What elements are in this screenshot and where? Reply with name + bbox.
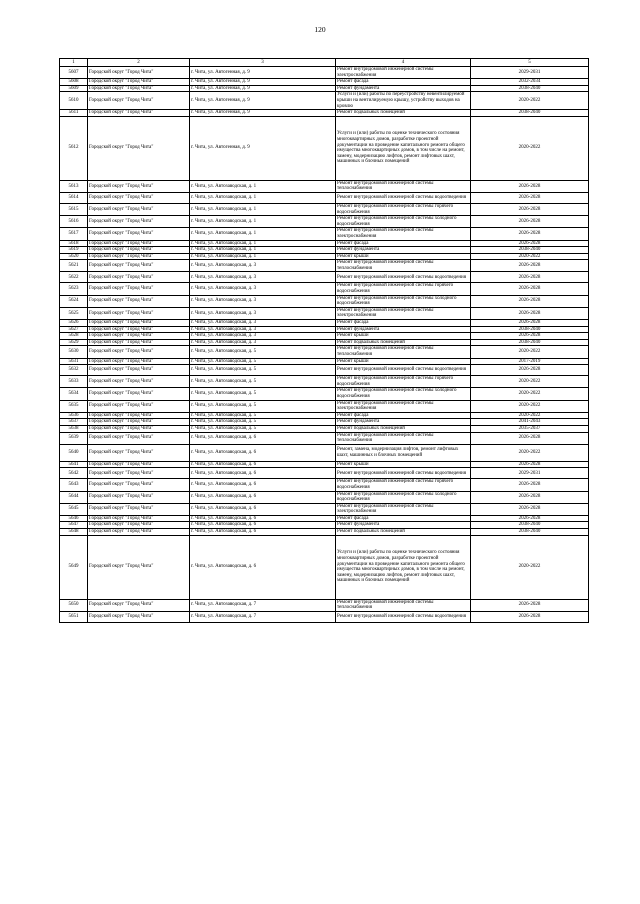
row-number: 5649 [60,535,88,599]
municipality-cell: Городской округ "Город Чита" [88,444,190,461]
work-type-cell: Ремонт внутридомовой инженерной системы водоотведения [336,468,471,479]
address-cell: г. Чита, ул. Автозаводская, д. 6 [190,479,336,491]
municipality-cell: Городской округ "Город Чита" [88,522,190,529]
row-number: 5650 [60,599,88,611]
municipality-cell: Городской округ "Город Чита" [88,272,190,283]
municipality-cell: Городской округ "Город Чита" [88,491,190,503]
work-type-cell: Ремонт, замена, модернизация лифтов, ремонт лифтовых шахт, машинных и блочных помещений [336,444,471,461]
row-number: 5626 [60,320,88,327]
table-row [60,376,589,388]
period-cell: 2041-2043 [471,419,589,426]
period-cell: 2020-2022 [471,400,589,412]
period-cell: 2026-2028 [471,216,589,228]
table-row [60,79,589,86]
address-cell: г. Чита, ул. Автозаводская, д. 6 [190,529,336,536]
period-cell: 2026-2028 [471,283,589,295]
column-header: 5 [471,59,589,67]
address-cell: г. Чита, ул. Автогенная, д. 9 [190,116,336,180]
period-cell: 2026-2028 [471,461,589,468]
table-row [60,503,589,515]
table-row [60,412,589,419]
work-type-cell: Ремонт внутридомовой инженерной системы горячего водоснабжения [336,376,471,388]
table-row [60,444,589,461]
municipality-cell: Городской округ "Город Чита" [88,611,190,622]
address-cell: г. Чита, ул. Автозаводская, д. 6 [190,468,336,479]
period-cell: 2026-2028 [471,228,589,240]
address-cell: г. Чита, ул. Автозаводская, д. 6 [190,535,336,599]
row-number: 5638 [60,425,88,432]
address-cell: г. Чита, ул. Автозаводская, д. 5 [190,425,336,432]
period-cell: 2038-2040 [471,326,589,333]
work-type-cell: Ремонт внутридомовой инженерной системы горячего водоснабжения [336,283,471,295]
row-number: 5609 [60,85,88,92]
period-cell: 2026-2028 [471,515,589,522]
period-cell: 2026-2028 [471,240,589,247]
row-number: 5635 [60,400,88,412]
table-row [60,461,589,468]
period-cell: 2026-2028 [471,295,589,307]
address-cell: г. Чита, ул. Автогенная, д. 9 [190,110,336,117]
table-row [60,110,589,117]
address-cell: г. Чита, ул. Автозаводская, д. 6 [190,432,336,444]
work-type-cell: Ремонт внутридомовой инженерной системы холодного водоснабжения [336,216,471,228]
period-cell: 2038-2040 [471,85,589,92]
row-number: 5612 [60,116,88,180]
municipality-cell: Городской округ "Город Чита" [88,203,190,215]
municipality-cell: Городской округ "Город Чита" [88,358,190,365]
table-row [60,479,589,491]
table-row [60,339,589,346]
row-number: 5613 [60,180,88,192]
period-cell: 2029-2031 [471,468,589,479]
table-row [60,400,589,412]
row-number: 5617 [60,228,88,240]
work-type-cell: Ремонт фасада [336,240,471,247]
table-row [60,203,589,215]
row-number: 5610 [60,92,88,110]
work-type-cell: Ремонт крыши [336,253,471,260]
address-cell: г. Чита, ул. Автозаводская, д. 6 [190,503,336,515]
address-cell: г. Чита, ул. Автозаводская, д. 1 [190,240,336,247]
work-type-cell: Ремонт фундамента [336,419,471,426]
period-cell: 2026-2028 [471,192,589,203]
work-type-cell: Ремонт фундамента [336,85,471,92]
row-number: 5639 [60,432,88,444]
period-cell: 2026-2028 [471,307,589,319]
address-cell: г. Чита, ул. Автозаводская, д. 6 [190,522,336,529]
period-cell: 2032-2034 [471,79,589,86]
row-number: 5645 [60,503,88,515]
work-type-cell: Ремонт внутридомовой инженерной системы водоотведения [336,365,471,376]
row-number: 5642 [60,468,88,479]
period-cell: 2026-2028 [471,503,589,515]
address-cell: г. Чита, ул. Автозаводская, д. 3 [190,260,336,272]
municipality-cell: Городской округ "Город Чита" [88,400,190,412]
address-cell: г. Чита, ул. Автозаводская, д. 3 [190,283,336,295]
work-type-cell: Ремонт подвальных помещений [336,110,471,117]
address-cell: г. Чита, ул. Автозаводская, д. 3 [190,307,336,319]
period-cell: 2020-2022 [471,412,589,419]
table-row [60,92,589,110]
period-cell: 2026-2028 [471,320,589,327]
work-type-cell: Ремонт фасада [336,515,471,522]
table-row [60,515,589,522]
row-number: 5614 [60,192,88,203]
row-number: 5641 [60,461,88,468]
work-type-cell: Ремонт подвальных помещений [336,339,471,346]
table-row [60,333,589,340]
municipality-cell: Городской округ "Город Чита" [88,110,190,117]
table-row [60,116,589,180]
row-number: 5621 [60,260,88,272]
municipality-cell: Городской округ "Город Чита" [88,92,190,110]
address-cell: г. Чита, ул. Автозаводская, д. 1 [190,216,336,228]
work-type-cell: Ремонт фундамента [336,326,471,333]
row-number: 5623 [60,283,88,295]
table-row [60,295,589,307]
municipality-cell: Городской округ "Город Чита" [88,599,190,611]
table-row [60,346,589,358]
table-row [60,192,589,203]
municipality-cell: Городской округ "Город Чита" [88,515,190,522]
column-header: 3 [190,59,336,67]
address-cell: г. Чита, ул. Автозаводская, д. 6 [190,461,336,468]
work-type-cell: Ремонт фасада [336,79,471,86]
period-cell: 2020-2022 [471,376,589,388]
period-cell: 2026-2028 [471,599,589,611]
municipality-cell: Городской округ "Город Чита" [88,535,190,599]
period-cell: 2026-2028 [471,272,589,283]
municipality-cell: Городской округ "Город Чита" [88,180,190,192]
table-row [60,419,589,426]
table-row [60,388,589,400]
row-number: 5620 [60,253,88,260]
municipality-cell: Городской округ "Город Чита" [88,425,190,432]
municipality-cell: Городской округ "Город Чита" [88,376,190,388]
municipality-cell: Городской округ "Город Чита" [88,412,190,419]
municipality-cell: Городской округ "Город Чита" [88,326,190,333]
address-cell: г. Чита, ул. Автозаводская, д. 3 [190,320,336,327]
municipality-cell: Городской округ "Город Чита" [88,228,190,240]
municipality-cell: Городской округ "Город Чита" [88,479,190,491]
row-number: 5647 [60,522,88,529]
work-type-cell: Ремонт внутридомовой инженерной системы горячего водоснабжения [336,479,471,491]
address-cell: г. Чита, ул. Автозаводская, д. 7 [190,611,336,622]
address-cell: г. Чита, ул. Автозаводская, д. 3 [190,272,336,283]
work-type-cell: Ремонт фундамента [336,247,471,254]
period-cell: 2020-2022 [471,535,589,599]
row-number: 5628 [60,333,88,340]
address-cell: г. Чита, ул. Автозаводская, д. 5 [190,388,336,400]
work-type-cell: Ремонт фасада [336,320,471,327]
row-number: 5630 [60,346,88,358]
table-row [60,599,589,611]
address-cell: г. Чита, ул. Автозаводская, д. 6 [190,515,336,522]
address-cell: г. Чита, ул. Автозаводская, д. 5 [190,412,336,419]
row-number: 5634 [60,388,88,400]
address-cell: г. Чита, ул. Автозаводская, д. 1 [190,192,336,203]
period-cell: 2026-2028 [471,432,589,444]
column-header: 1 [60,59,88,67]
row-number: 5615 [60,203,88,215]
address-cell: г. Чита, ул. Автозаводская, д. 3 [190,339,336,346]
table-body [60,67,589,623]
header-row [60,59,589,67]
table-row [60,425,589,432]
municipality-cell: Городской округ "Город Чита" [88,468,190,479]
period-cell: 2026-2028 [471,479,589,491]
row-number: 5633 [60,376,88,388]
work-type-cell: Ремонт внутридомовой инженерной системы холодного водоснабжения [336,388,471,400]
row-number: 5618 [60,240,88,247]
address-cell: г. Чита, ул. Автозаводская, д. 5 [190,346,336,358]
row-number: 5640 [60,444,88,461]
period-cell: 2026-2028 [471,611,589,622]
table-row [60,240,589,247]
municipality-cell: Городской округ "Город Чита" [88,432,190,444]
work-type-cell: Услуги и (или) работы по переустройству невентилируемой крыши на вентилируемую крышу, устройству выходов на кровлю [336,92,471,110]
table-row [60,260,589,272]
table-row [60,468,589,479]
municipality-cell: Городской округ "Город Чита" [88,283,190,295]
row-number: 5643 [60,479,88,491]
municipality-cell: Городской округ "Город Чита" [88,388,190,400]
municipality-cell: Городской округ "Город Чита" [88,419,190,426]
municipality-cell: Городской округ "Город Чита" [88,79,190,86]
table-row [60,228,589,240]
address-cell: г. Чита, ул. Автозаводская, д. 5 [190,365,336,376]
address-cell: г. Чита, ул. Автозаводская, д. 7 [190,599,336,611]
column-header: 4 [336,59,471,67]
municipality-cell: Городской округ "Город Чита" [88,247,190,254]
row-number: 5624 [60,295,88,307]
row-number: 5636 [60,412,88,419]
address-cell: г. Чита, ул. Автогенная, д. 9 [190,79,336,86]
period-cell: 2035-2037 [471,425,589,432]
work-type-cell: Ремонт внутридомовой инженерной системы электроснабжения [336,400,471,412]
period-cell: 2038-2040 [471,522,589,529]
row-number: 5625 [60,307,88,319]
table-row [60,326,589,333]
period-cell: 2026-2028 [471,365,589,376]
row-number: 5627 [60,326,88,333]
period-cell: 2026-2028 [471,333,589,340]
period-cell: 2026-2028 [471,203,589,215]
address-cell: г. Чита, ул. Автозаводская, д. 1 [190,180,336,192]
address-cell: г. Чита, ул. Автозаводская, д. 5 [190,400,336,412]
period-cell: 2026-2028 [471,260,589,272]
work-type-cell: Ремонт внутридомовой инженерной системы электроснабжения [336,503,471,515]
row-number: 5619 [60,247,88,254]
work-type-cell: Ремонт крыши [336,333,471,340]
table-row [60,180,589,192]
work-type-cell: Ремонт внутридомовой инженерной системы водоотведения [336,192,471,203]
table-row [60,529,589,536]
municipality-cell: Городской округ "Город Чита" [88,346,190,358]
address-cell: г. Чита, ул. Автозаводская, д. 5 [190,376,336,388]
period-cell: 2026-2028 [471,180,589,192]
address-cell: г. Чита, ул. Автозаводская, д. 6 [190,444,336,461]
work-type-cell: Ремонт внутридомовой инженерной системы теплоснабжения [336,599,471,611]
work-type-cell: Ремонт внутридомовой инженерной системы горячего водоснабжения [336,203,471,215]
row-number: 5631 [60,358,88,365]
municipality-cell: Городской округ "Город Чита" [88,192,190,203]
address-cell: г. Чита, ул. Автозаводская, д. 1 [190,203,336,215]
period-cell: 2038-2040 [471,247,589,254]
row-number: 5646 [60,515,88,522]
municipality-cell: Городской округ "Город Чита" [88,339,190,346]
page-number: 120 [314,25,326,34]
address-cell: г. Чита, ул. Автогенная, д. 9 [190,92,336,110]
period-cell: 2026-2028 [471,491,589,503]
row-number: 5607 [60,67,88,79]
work-type-cell: Ремонт внутридомовой инженерной системы холодного водоснабжения [336,491,471,503]
table-row [60,272,589,283]
work-type-cell: Ремонт внутридомовой инженерной системы теплоснабжения [336,346,471,358]
address-cell: г. Чита, ул. Автозаводская, д. 3 [190,333,336,340]
work-type-cell: Ремонт крыши [336,358,471,365]
address-cell: г. Чита, ул. Автозаводская, д. 3 [190,326,336,333]
work-type-cell: Ремонт фасада [336,412,471,419]
table-row [60,85,589,92]
work-type-cell: Ремонт внутридомовой инженерной системы водоотведения [336,272,471,283]
period-cell: 2017-2019 [471,358,589,365]
table-row [60,535,589,599]
work-type-cell: Ремонт внутридомовой инженерной системы электроснабжения [336,307,471,319]
work-type-cell: Услуги и (или) работы по оценке технического состояния многоквартирных домов, разработке проектной документации на проведение капитального ремонта общего имущества многоквартирных домов, в том числе на ремонт, замену, модернизацию лифтов, ремонт лифтовых шахт, машинных и блочных помещений [336,116,471,180]
period-cell: 2020-2022 [471,444,589,461]
municipality-cell: Городской округ "Город Чита" [88,307,190,319]
work-type-cell: Услуги и (или) работы по оценке технического состояния многоквартирных домов, разработке проектной документации на проведение капитального ремонта общего имущества многоквартирных домов, в том числе на ремонт, замену, модернизацию лифтов, ремонт лифтовых шахт, машинных и блочных помещений [336,535,471,599]
municipality-cell: Городской округ "Город Чита" [88,461,190,468]
address-cell: г. Чита, ул. Автозаводская, д. 1 [190,253,336,260]
work-type-cell: Ремонт внутридомовой инженерной системы теплоснабжения [336,180,471,192]
work-type-cell: Ремонт подвальных помещений [336,425,471,432]
row-number: 5622 [60,272,88,283]
municipality-cell: Городской округ "Город Чита" [88,260,190,272]
address-cell: г. Чита, ул. Автогенная, д. 9 [190,67,336,79]
municipality-cell: Городской округ "Город Чита" [88,365,190,376]
municipality-cell: Городской округ "Город Чита" [88,67,190,79]
municipality-cell: Городской округ "Город Чита" [88,253,190,260]
address-cell: г. Чита, ул. Автозаводская, д. 1 [190,247,336,254]
table-row [60,253,589,260]
period-cell: 2020-2022 [471,92,589,110]
row-number: 5608 [60,79,88,86]
work-type-cell: Ремонт внутридомовой инженерной системы теплоснабжения [336,432,471,444]
repair-schedule-table [59,58,589,623]
work-type-cell: Ремонт внутридомовой инженерной системы электроснабжения [336,228,471,240]
row-number: 5648 [60,529,88,536]
municipality-cell: Городской округ "Город Чита" [88,216,190,228]
table-row [60,247,589,254]
table-row [60,358,589,365]
period-cell: 2020-2022 [471,346,589,358]
period-cell: 2020-2022 [471,253,589,260]
municipality-cell: Городской округ "Город Чита" [88,85,190,92]
address-cell: г. Чита, ул. Автозаводская, д. 3 [190,295,336,307]
column-header: 2 [88,59,190,67]
period-cell: 2038-2040 [471,529,589,536]
work-type-cell: Ремонт внутридомовой инженерной системы теплоснабжения [336,260,471,272]
work-type-cell: Ремонт внутридомовой инженерной системы водоотведения [336,611,471,622]
municipality-cell: Городской округ "Город Чита" [88,333,190,340]
work-type-cell: Ремонт внутридомовой инженерной системы холодного водоснабжения [336,295,471,307]
row-number: 5611 [60,110,88,117]
table-row [60,611,589,622]
table-row [60,67,589,79]
work-type-cell: Ремонт фундамента [336,522,471,529]
row-number: 5651 [60,611,88,622]
period-cell: 2038-2040 [471,110,589,117]
work-type-cell: Ремонт внутридомовой инженерной системы электроснабжения [336,67,471,79]
address-cell: г. Чита, ул. Автогенная, д. 9 [190,85,336,92]
period-cell: 2020-2022 [471,116,589,180]
address-cell: г. Чита, ул. Автозаводская, д. 6 [190,491,336,503]
table-row [60,283,589,295]
municipality-cell: Городской округ "Город Чита" [88,503,190,515]
municipality-cell: Городской округ "Город Чита" [88,116,190,180]
address-cell: г. Чита, ул. Автозаводская, д. 5 [190,419,336,426]
row-number: 5632 [60,365,88,376]
work-type-cell: Ремонт крыши [336,461,471,468]
table-row [60,432,589,444]
period-cell: 2038-2040 [471,339,589,346]
table-row [60,365,589,376]
table-row [60,491,589,503]
period-cell: 2020-2022 [471,388,589,400]
address-cell: г. Чита, ул. Автозаводская, д. 5 [190,358,336,365]
municipality-cell: Городской округ "Город Чита" [88,240,190,247]
municipality-cell: Городской округ "Город Чита" [88,529,190,536]
row-number: 5629 [60,339,88,346]
municipality-cell: Городской округ "Город Чита" [88,320,190,327]
municipality-cell: Городской округ "Город Чита" [88,295,190,307]
row-number: 5644 [60,491,88,503]
period-cell: 2029-2031 [471,67,589,79]
table-row [60,216,589,228]
address-cell: г. Чита, ул. Автозаводская, д. 1 [190,228,336,240]
row-number: 5616 [60,216,88,228]
table-row [60,307,589,319]
row-number: 5637 [60,419,88,426]
work-type-cell: Ремонт подвальных помещений [336,529,471,536]
table-row [60,522,589,529]
table-row [60,320,589,327]
